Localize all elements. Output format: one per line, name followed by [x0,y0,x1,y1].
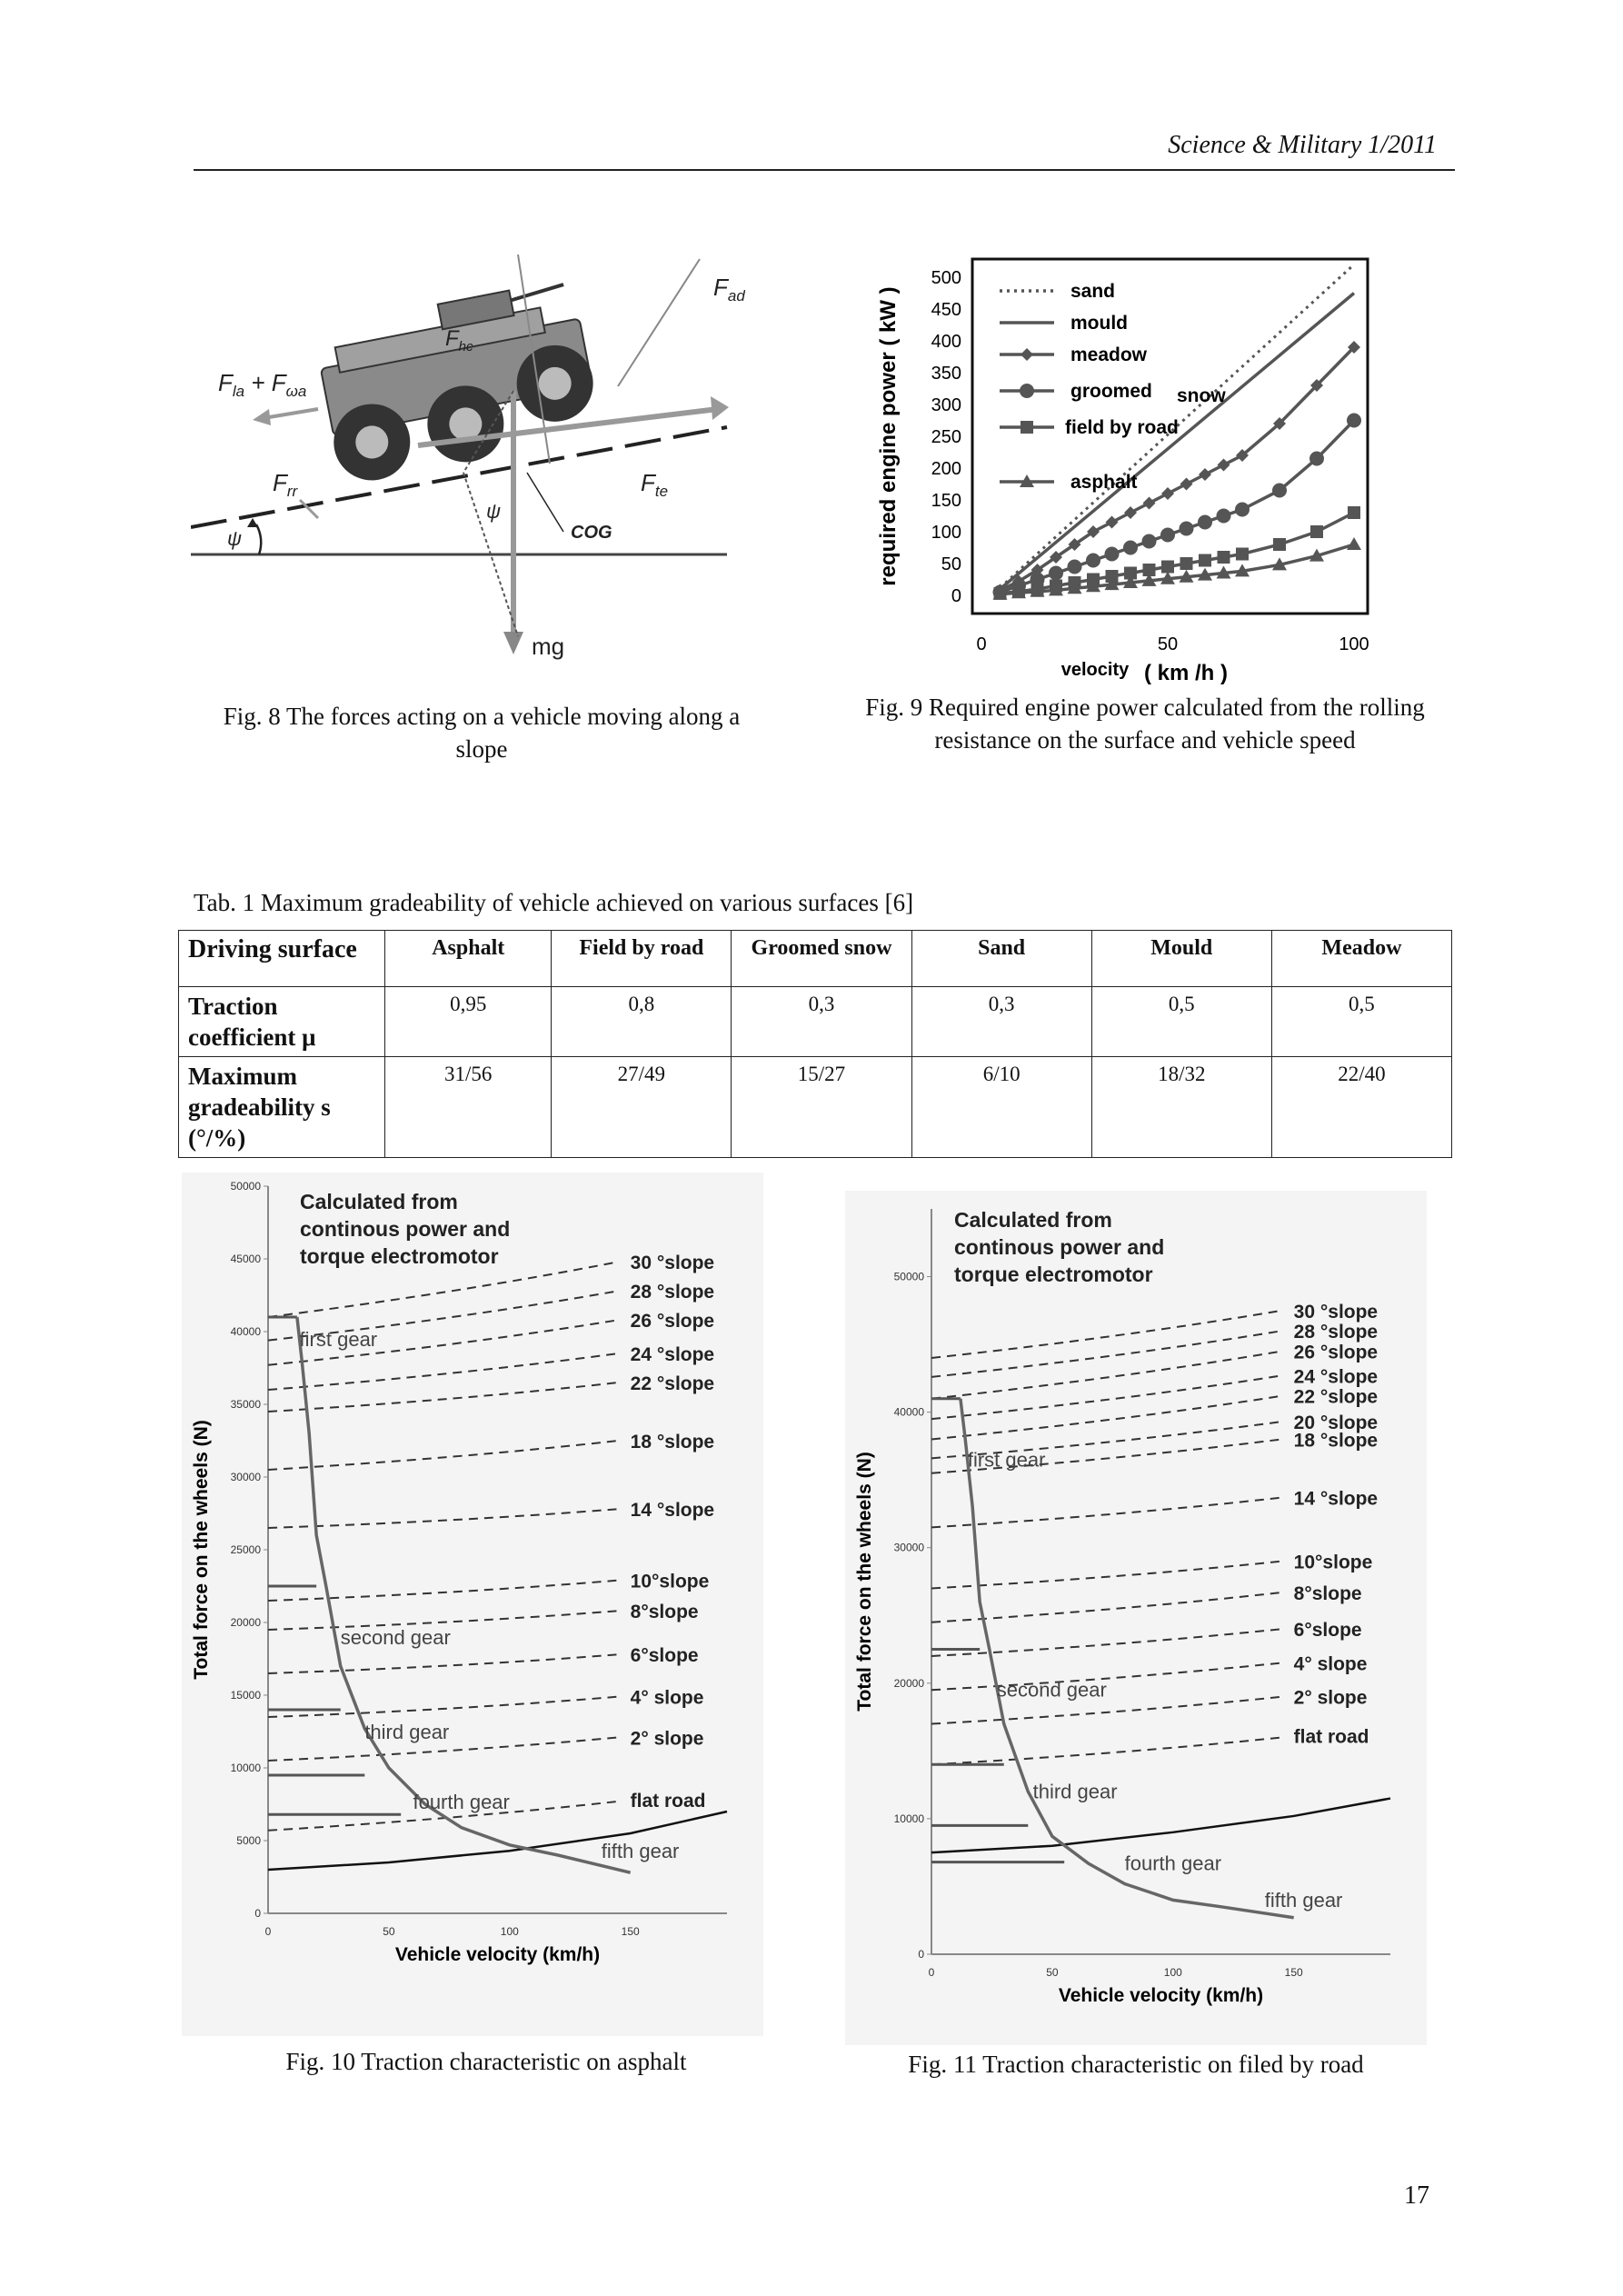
data-point [1347,414,1361,428]
y-tick-label: 0 [918,1948,924,1961]
fig11-caption: Fig. 11 Traction characteristic on filed by road [908,2051,1364,2078]
y-tick-label: 10000 [893,1812,924,1825]
gear-label: third gear [364,1721,450,1743]
y-tick-label: 35000 [230,1398,261,1411]
legend-label: mould [1070,313,1128,334]
x-tick-label: 100 [1339,634,1369,654]
fig9-caption: Fig. 9 Required engine power calculated from the rolling resistance on the surface and vehicle speed [865,694,1425,754]
fig11-traction-chart [845,1191,1427,2045]
table-row [179,987,1452,1057]
x-tick-label: 150 [621,1925,640,1938]
row-label: Traction coefficient μ [179,987,385,1057]
y-tick-label: 400 [931,332,961,352]
y-tick-label: 20000 [893,1676,924,1690]
slope-label: 14 °slope [630,1500,715,1522]
x-tick-label: 50 [383,1925,395,1938]
x-axis-unit: ( km /h ) [1143,661,1229,685]
table-cell: 18/32 [1091,1057,1271,1158]
svg-text:Frr: $F_{rr}$ [273,469,298,500]
y-tick-label: 150 [931,491,961,511]
table-caption: Tab. 1 Maximum gradeability of vehicle achieved on various surfaces [6] [194,889,914,916]
slope-label: 2° slope [1293,1687,1368,1709]
svg-text:ψ: ψ [227,527,243,550]
slope-label: 10°slope [630,1571,710,1592]
gear-label: fourth gear [413,1790,510,1813]
gear-label: fifth gear [601,1840,680,1863]
slope-label: 22 °slope [630,1373,715,1394]
legend-extra-label: snow [1177,385,1226,406]
y-tick-label: 40000 [893,1405,924,1419]
y-tick-label: 450 [931,300,961,320]
table-cell: 0,95 [385,987,552,1057]
y-tick-label: 500 [931,268,961,288]
y-tick-label: 300 [931,395,961,415]
gear-label: first gear [967,1448,1046,1472]
slope-label: 30 °slope [1293,1301,1379,1323]
data-point [1180,522,1194,536]
fig10-traction-chart [182,1173,763,2036]
x-axis [976,634,1369,654]
x-tick-label: 50 [1046,1966,1059,1979]
x-tick-label: 50 [1157,634,1179,654]
slope-label: 18 °slope [1293,1430,1379,1452]
x-axis-label: Vehicle velocity (km/h) [394,1944,601,1965]
chart-title: continous power and [300,1217,511,1241]
col-header: Meadow [1271,931,1451,987]
data-point [1235,503,1250,517]
y-tick-label: 45000 [230,1253,261,1265]
gear-label: second gear [996,1678,1107,1702]
table-cell: 0,3 [911,987,1091,1057]
gradeability-table [178,930,1452,1158]
slope-label: 8°slope [630,1602,699,1623]
table-cell: 0,8 [552,987,732,1057]
chart-title: Calculated from [300,1190,458,1213]
slope-label: 2° slope [630,1728,704,1750]
table-cell: 15/27 [732,1057,911,1158]
slope-label: 18 °slope [630,1432,715,1452]
y-tick-label: 20000 [230,1616,261,1629]
table-cell: 22/40 [1271,1057,1451,1158]
y-tick-label: 5000 [236,1834,261,1847]
y-tick-label: 100 [931,523,961,543]
data-point [1049,566,1063,581]
svg-text:Fad: $F_{ad}$ [713,274,745,304]
y-tick-label: 25000 [230,1543,261,1556]
y-axis-label: Total force on the wheels (N) [854,1452,875,1712]
slope-label: 22 °slope [1293,1386,1379,1408]
vehicle-icon [311,278,603,487]
slope-label: 4° slope [1293,1653,1368,1675]
gear-label: first gear [299,1328,378,1351]
y-tick-label: 0 [254,1907,261,1920]
data-point [1068,560,1082,574]
x-tick-label: 100 [1163,1966,1182,1979]
chart-title: Calculated from [954,1208,1112,1232]
y-tick-label: 15000 [230,1689,261,1702]
fig9-power-chart [863,255,1427,691]
slope-label: 26 °slope [1293,1342,1379,1363]
row-label: Maximum gradeability s (°/%) [179,1057,385,1158]
table-cell: 0,5 [1091,987,1271,1057]
legend-label: groomed [1070,381,1152,402]
x-tick-label: 0 [264,1925,272,1938]
slope-label: 6°slope [630,1645,699,1667]
chart-title: torque electromotor [954,1263,1153,1286]
svg-text:mg: mg [532,633,565,660]
slope-label: 30 °slope [630,1253,715,1274]
x-axis-label: velocity [1060,660,1130,680]
y-tick-label: 30000 [230,1471,261,1483]
svg-text:Fhc: $F_{hc}$ [445,326,473,354]
fig8-force-diagram [191,255,745,673]
x-axis-label: Vehicle velocity (km/h) [1058,1985,1264,2006]
table-cell: 0,3 [732,987,911,1057]
x-tick-label: 100 [500,1925,519,1938]
col-header: Field by road [552,931,732,987]
table-cell: 27/49 [552,1057,732,1158]
y-tick-label: 10000 [230,1762,261,1774]
table-cell: 0,5 [1271,987,1451,1057]
data-point [1021,421,1033,434]
col-header-surface: Driving surface [179,931,385,987]
slope-label: 8°slope [1293,1582,1362,1604]
data-point [1199,554,1211,567]
running-header [194,127,1455,171]
table-cell: 31/56 [385,1057,552,1158]
data-point [1142,534,1157,549]
data-point [1086,554,1100,568]
gear-label: third gear [1032,1780,1118,1803]
data-point [1218,551,1230,564]
col-header: Asphalt [385,931,552,987]
x-tick-label: 0 [928,1966,935,1979]
x-tick-label: 0 [976,634,987,654]
data-point [1123,541,1138,555]
legend-label: meadow [1070,344,1148,365]
data-point [1161,561,1174,574]
slope-label: 28 °slope [1293,1322,1379,1343]
gear-label: fourth gear [1124,1852,1222,1875]
col-header: Mould [1091,931,1271,987]
legend-label: field by road [1065,417,1179,438]
y-tick-label: 50000 [230,1180,261,1193]
slope-label: 14 °slope [1293,1488,1379,1510]
y-tick-label: 350 [931,364,961,384]
journal-title: Science & Military 1/2011 [1168,131,1437,159]
slope-label: 10°slope [1293,1552,1373,1573]
slope-label: flat road [1293,1726,1369,1748]
data-point [1217,509,1231,524]
slope-label: 26 °slope [630,1311,715,1333]
slope-label: 20 °slope [1293,1413,1379,1434]
y-tick-label: 200 [931,459,961,479]
data-point [1105,547,1120,562]
legend-label: asphalt [1070,472,1138,493]
data-point [1160,528,1175,543]
chart-title: torque electromotor [300,1244,499,1268]
gear-label: second gear [340,1626,451,1649]
data-point [1180,557,1193,570]
svg-text:Fla + Fωa: $F_{la} + F_{\omega a}$ [218,369,307,400]
page-number: 17 [1404,2181,1429,2210]
legend-label: sand [1070,281,1116,302]
table-cell: 6/10 [911,1057,1091,1158]
col-header: Groomed snow [732,931,911,987]
svg-text:COG: COG [571,523,612,543]
y-tick-label: 50000 [893,1270,924,1283]
col-header: Sand [911,931,1091,987]
gear-label: fifth gear [1264,1888,1343,1912]
data-point [1348,506,1360,519]
x-tick-label: 150 [1284,1966,1303,1979]
slope-label: 24 °slope [630,1344,715,1365]
chart-title: continous power and [954,1235,1165,1259]
svg-text:Fte: $F_{te}$ [641,469,669,500]
y-tick-label: 0 [951,586,961,606]
y-tick-label: 250 [931,427,961,447]
y-tick-label: 50 [941,554,961,574]
slope-label: 24 °slope [1293,1366,1379,1388]
fig10-caption: Fig. 10 Traction characteristic on asphalt [285,2048,687,2075]
slope-label: flat road [630,1790,706,1812]
y-axis-label: required engine power ( kW ) [876,286,901,586]
y-axis [931,268,961,606]
y-tick-label: 30000 [893,1541,924,1554]
data-point [1198,515,1212,530]
y-tick-label: 40000 [230,1325,261,1338]
slope-label: 6°slope [1293,1620,1362,1642]
table-row [179,1057,1452,1158]
slope-label: 4° slope [630,1687,704,1709]
data-point [1236,548,1249,561]
slope-label: 28 °slope [630,1282,715,1303]
svg-text:ψ: ψ [486,500,502,523]
data-point [1310,525,1323,538]
data-point [1309,452,1324,466]
data-point [1273,538,1286,551]
data-point [1020,384,1034,398]
y-axis-label: Total force on the wheels (N) [191,1420,212,1680]
data-point [1272,484,1287,498]
fig8-caption: Fig. 8 The forces acting on a vehicle moving along a slope [223,703,741,763]
